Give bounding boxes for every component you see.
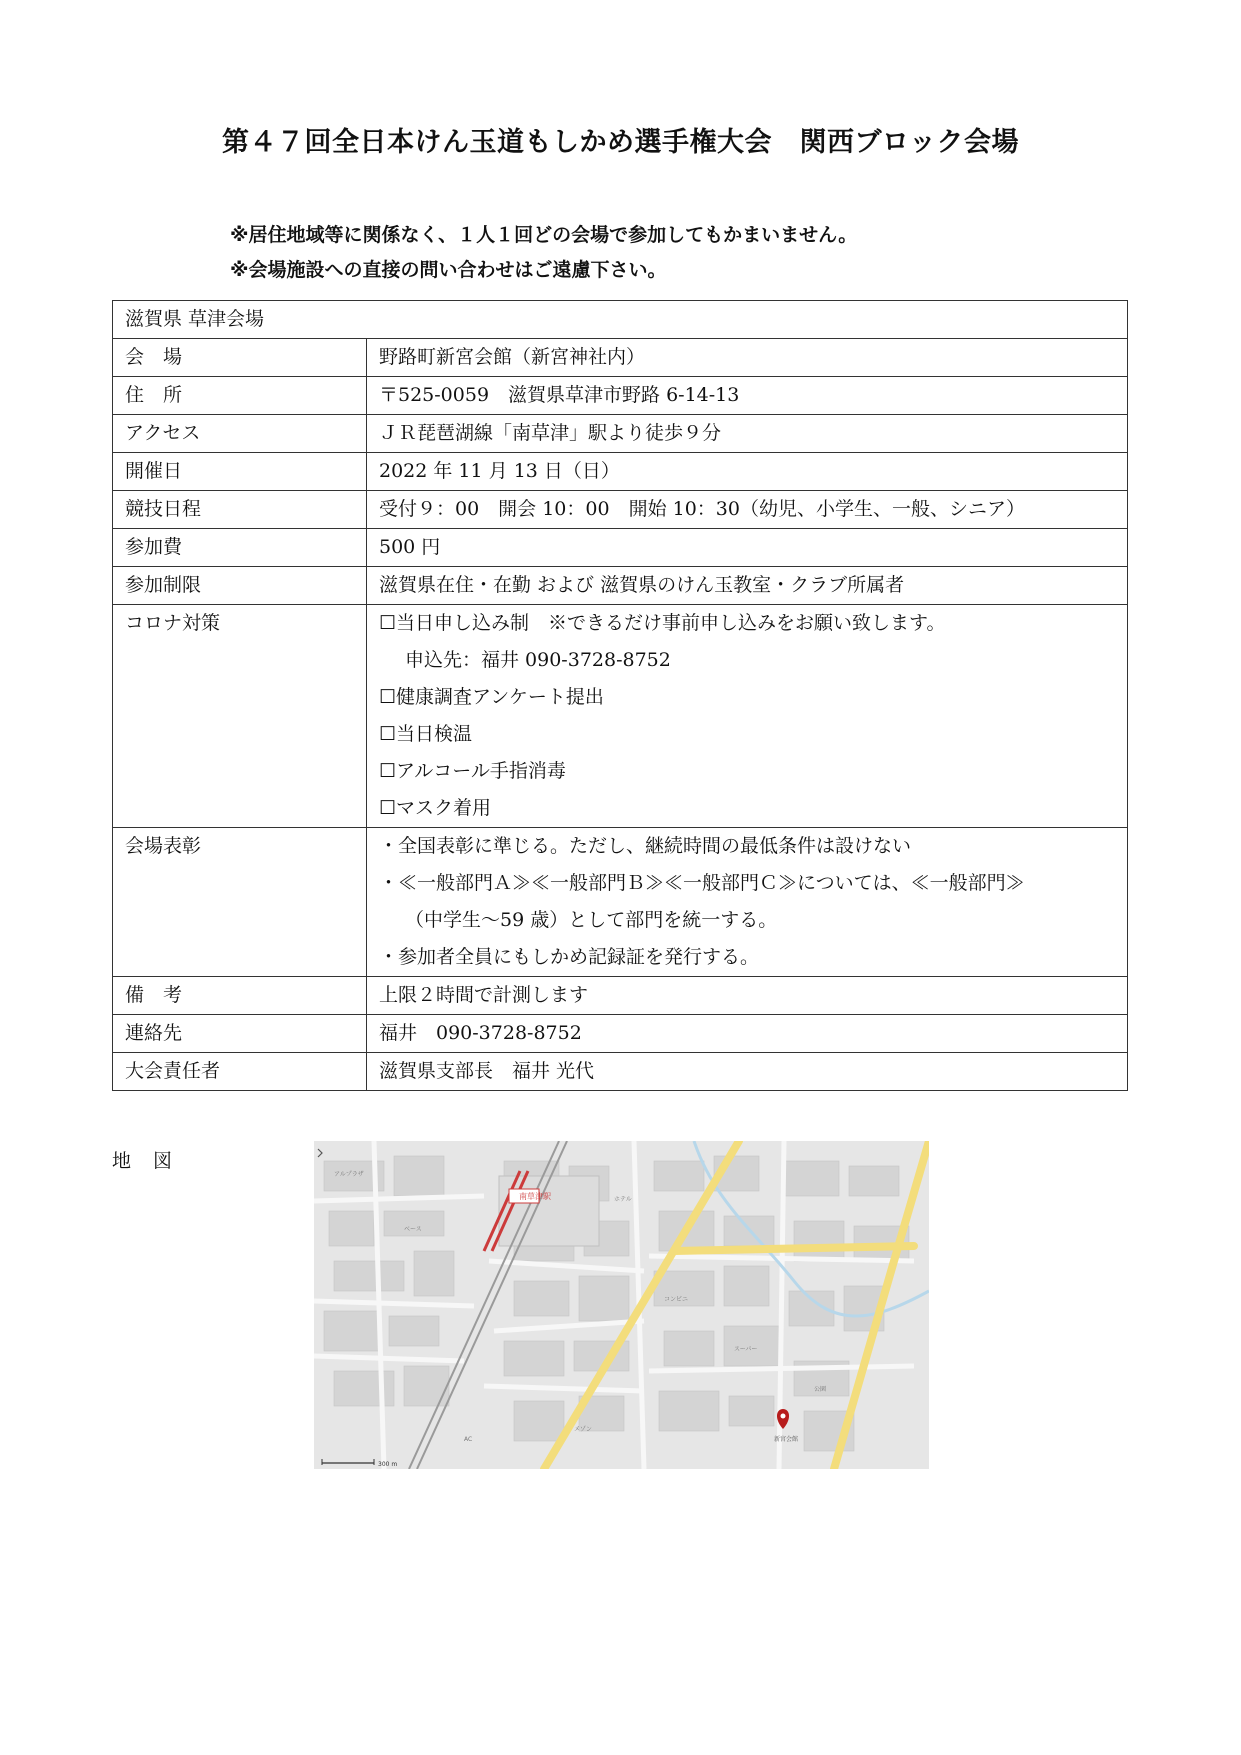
svg-text:スーパー: スーパー [734,1346,758,1353]
row-label: 会場表彰 [113,828,367,977]
row-value-line: ・参加者全員にもしかめ記録証を発行する。 [379,946,760,968]
svg-text:アルプラザ: アルプラザ [334,1171,364,1178]
row-label: 競技日程 [113,491,367,529]
table-row [113,605,1128,828]
note-no-inquiries: ※会場施設への直接の問い合わせはご遠慮下さい。 [230,259,667,281]
row-value [367,605,1128,828]
row-value-line: ☐マスク着用 [379,797,492,819]
row-label: 参加制限 [113,567,367,605]
row-value [367,567,1128,605]
row-value-line: 申込先：福井 090-3728-8752 [405,649,671,671]
table-row [113,415,1128,453]
row-value [367,977,1128,1015]
note-residence: ※居住地域等に関係なく、１人１回どの会場で参加してもかまいません。 [230,224,858,246]
svg-text:300 m: 300 m [378,1461,398,1468]
row-value-line: （中学生～59 歳）として部門を統一する。 [405,909,778,931]
row-label: コロナ対策 [113,605,367,828]
row-value-line: 滋賀県支部長 福井 光代 [379,1060,595,1082]
row-value [367,453,1128,491]
venue-header: 滋賀県 草津会場 [113,301,1128,339]
row-label: 住 所 [113,377,367,415]
row-label: 大会責任者 [113,1053,367,1091]
table-row [113,491,1128,529]
row-value [367,1053,1128,1091]
svg-text:メゾン: メゾン [574,1426,592,1433]
row-label: 連絡先 [113,1015,367,1053]
row-label: 参加費 [113,529,367,567]
row-value-line: ☐当日申し込み制 ※できるだけ事前申し込みをお願い致します。 [379,612,946,634]
row-value [367,377,1128,415]
row-value-line: 〒525-0059 滋賀県草津市野路 6-14-13 [379,384,740,406]
row-value-line: ・全国表彰に準じる。ただし、継続時間の最低条件は設けない [379,835,912,857]
page-title: 第４７回全日本けん玉道もしかめ選手権大会 関西ブロック会場 [222,127,1019,158]
row-value-line: ☐アルコール手指消毒 [379,760,566,782]
row-value [367,339,1128,377]
svg-text:ベース: ベース [404,1226,422,1233]
table-row [113,339,1128,377]
table-row [113,567,1128,605]
row-value-line: 2022 年 11 月 13 日（日） [379,460,620,482]
row-value-line: 野路町新宮会館（新宮神社内） [379,346,646,368]
row-value-line: ＪＲ琵琶湖線「南草津」駅より徒歩９分 [379,422,722,444]
row-value-line: 滋賀県在住・在勤 および 滋賀県のけん玉教室・クラブ所属者 [379,574,905,596]
row-value-line: ☐健康調査アンケート提出 [379,686,604,708]
table-row [113,529,1128,567]
table-row [113,1053,1128,1091]
row-value-line: ☐当日検温 [379,723,473,745]
notes [230,218,857,288]
row-value [367,529,1128,567]
svg-text:公園: 公園 [814,1386,827,1393]
row-value [367,1015,1128,1053]
table-header-row [113,301,1128,339]
row-value [367,415,1128,453]
table-row [113,453,1128,491]
table-row [113,377,1128,415]
event-info-table [112,300,1128,1091]
row-value [367,828,1128,977]
map-station-label: 南草津駅 [519,1192,551,1201]
table-row [113,1015,1128,1053]
row-value-line: 上限２時間で計測します [379,984,589,1006]
row-label: 開催日 [113,453,367,491]
table-row [113,828,1128,977]
row-value-line: 受付９：00 開会 10：00 開始 10：30（幼児、小学生、一般、シニア） [379,498,1025,520]
row-label: 会 場 [113,339,367,377]
row-value [367,491,1128,529]
svg-text:AC: AC [464,1436,473,1443]
row-value-line: 福井 090-3728-8752 [379,1022,582,1044]
svg-text:コンビニ: コンビニ [664,1296,689,1303]
map-image [314,1141,929,1469]
map-venue-label: 新宮会館 [774,1436,799,1443]
svg-text:ホテル: ホテル [614,1196,632,1203]
map-label: 地図 [112,1150,195,1172]
row-label: 備 考 [113,977,367,1015]
table-row [113,977,1128,1015]
row-value-line: 500 円 [379,536,441,558]
row-value-line: ・≪一般部門Ａ≫≪一般部門Ｂ≫≪一般部門Ｃ≫については、≪一般部門≫ [379,872,1025,894]
row-label: アクセス [113,415,367,453]
map-svg [314,1141,929,1469]
